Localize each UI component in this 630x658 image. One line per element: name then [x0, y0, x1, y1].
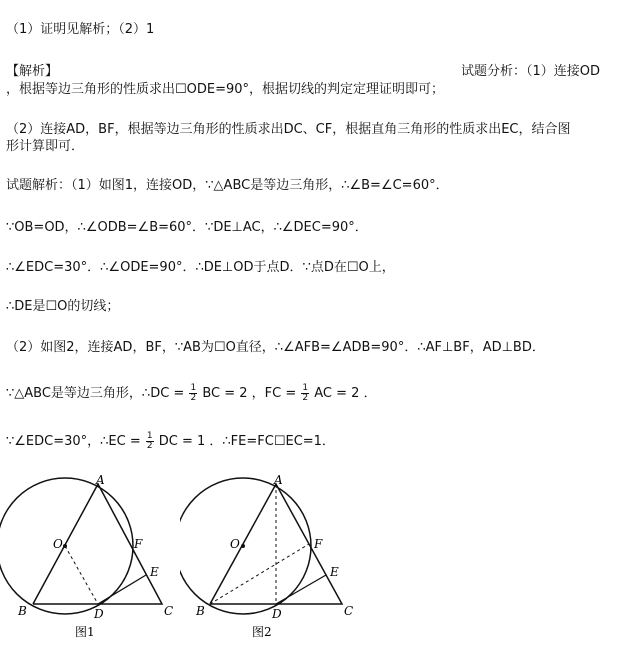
label-a: A	[96, 473, 105, 487]
label-d: D	[272, 607, 282, 621]
fraction-denominator: 2	[146, 441, 153, 451]
answer-line: （1）证明见解析；（2）1	[6, 22, 155, 37]
label-c: C	[164, 604, 174, 618]
segment-ode	[65, 546, 98, 604]
label-d: D	[94, 607, 104, 621]
solution-line-1: 试题解析：（1）如图1，连接OD，∵△ABC是等边三角形，∴∠B=∠C=60°．	[6, 178, 449, 193]
label-b: B	[18, 604, 27, 618]
fraction-numerator: 1	[302, 383, 309, 393]
solution-line-7-part-b: DC = 1 ．∴FE=FC☐EC=1．	[158, 434, 335, 449]
figure-2-caption: 图2	[252, 625, 272, 639]
label-b: B	[196, 604, 205, 618]
label-e: E	[150, 565, 159, 579]
analysis-line-3: （2）连接AD，BF，根据等边三角形的性质求出DC、CF，根据直角三角形的性质求出EC，结合图	[6, 122, 571, 137]
label-c: C	[344, 604, 354, 618]
center-point	[63, 544, 67, 548]
figure-1-caption: 图1	[75, 625, 95, 639]
solution-line-7	[6, 432, 335, 451]
solution-line-3: ∴∠EDC=30°．∴∠ODE=90°．∴DE⊥OD于点D．∵点D在☐O上，	[6, 260, 395, 275]
solution-line-6-part-c: AC = 2 ．	[314, 386, 377, 401]
label-o: O	[230, 537, 240, 551]
fraction-one-half	[301, 384, 309, 403]
analysis-line-2: ，根据等边三角形的性质求出☐ODE=90°，根据切线的判定定理证明即可；	[6, 82, 445, 97]
label-o: O	[53, 537, 63, 551]
solution-line-6-part-a: ∵△ABC是等边三角形，∴DC =	[6, 386, 185, 401]
fraction-numerator: 1	[190, 383, 197, 393]
solution-line-5: （2）如图2，连接AD，BF，∵AB为☐O直径，∴∠AFB=∠ADB=90°．∴AF⊥BF，AD⊥BD．	[6, 340, 545, 355]
fraction-numerator: 1	[146, 431, 153, 441]
solution-line-6	[6, 384, 377, 403]
label-e: E	[330, 565, 339, 579]
fraction-one-half	[146, 432, 154, 451]
label-a: A	[274, 473, 283, 487]
figure-2	[180, 470, 360, 658]
analysis-line-4: 形计算即可．	[6, 139, 85, 154]
solution-line-7-part-a: ∵∠EDC=30°，∴EC =	[6, 434, 141, 449]
segment-bf	[210, 544, 309, 604]
fraction-one-half	[189, 384, 197, 403]
fraction-denominator: 2	[190, 393, 197, 403]
fraction-denominator: 2	[302, 393, 309, 403]
label-f: F	[134, 537, 143, 551]
solution-line-4: ∴DE是☐O的切线；	[6, 299, 120, 314]
center-point	[241, 544, 245, 548]
segment-de	[98, 575, 146, 604]
solution-line-6-part-b: BC = 2 ，FC =	[202, 386, 297, 401]
segment-de	[276, 575, 326, 604]
analysis-label: 试题分析：（1）连接OD	[461, 64, 601, 79]
analysis-header: 【解析】	[6, 64, 59, 79]
circle-o	[180, 478, 311, 614]
solution-line-2: ∵OB=OD，∴∠ODB=∠B=60°．∵DE⊥AC，∴∠DEC=90°．	[6, 220, 368, 235]
label-f: F	[314, 537, 323, 551]
figure-1	[0, 470, 180, 658]
